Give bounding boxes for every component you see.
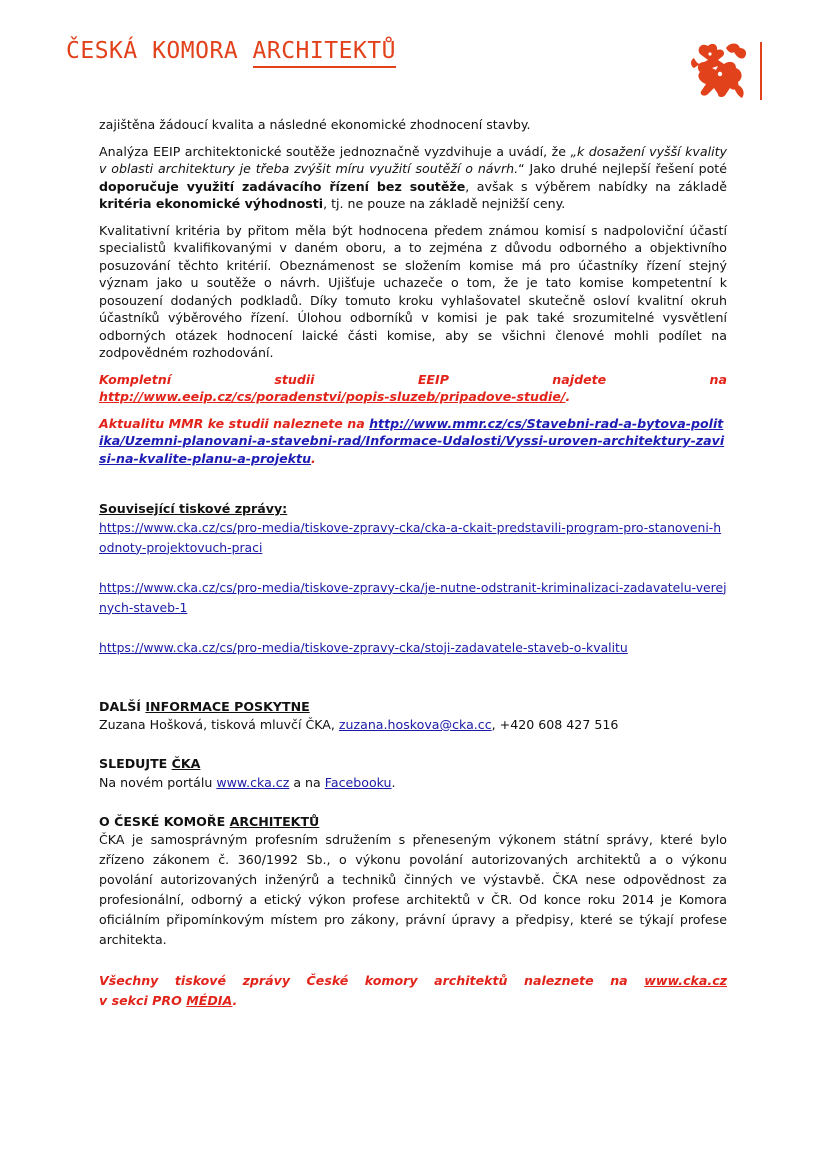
about-heading [99,813,727,831]
brand-title [66,38,396,64]
mmr-notice-end: . [311,450,316,466]
spacer [99,558,727,578]
spacer [99,476,727,500]
follow-heading-a: SLEDUJTE [99,756,172,771]
paragraph-2 [99,143,727,213]
website-link[interactable]: www.cka.cz [216,774,290,790]
about-heading-a: O ČESKÉ KOMOŘE [99,813,230,829]
related-heading: Související tiskové zprávy: [99,501,288,516]
related-link-1[interactable]: https://www.cka.cz/cs/pro-media/tiskove-zpravy-cka/cka-a-ckait-predstavili-program-pro-stanoveni-hodnoty-projektovuch-praci [99,519,722,555]
press-phone: , +420 608 427 516 [491,717,619,732]
spacer [99,959,727,971]
eeip-notice-end: . [565,389,571,404]
info-heading-b: INFORMACE POSKYTNE [145,698,310,714]
related-link-2[interactable]: https://www.cka.cz/cs/pro-media/tiskove-zpravy-cka/je-nutne-odstranit-kriminalizaci-zadavatelu-verejnych-staveb-1 [99,579,727,615]
paragraph-2-text-c: , avšak s výběrem nabídky na základě [465,178,728,194]
mmr-article-link[interactable]: http://www.mmr.cz/cs/Stavebni-rad-a-bytova-politika/Uzemni-planovani-a-stavebni-rad/Informace-Udalosti/Vyssi-uroven-architektury-zavisi-na-kvalite-planu-a-projektu [99,415,725,466]
paragraph-2-text-b: “ Jako druhé nejlepší řešení poté [518,161,727,176]
eeip-notice-text: Kompletní studii EEIP najdete na [99,371,727,387]
paragraph-2-text-a: Analýza EEIP architektonické soutěže jednoznačně vyzdvihuje a uvádí, že [99,143,571,159]
eeip-notice [99,371,727,406]
press-email-link[interactable]: zuzana.hoskova@cka.cc [338,717,492,732]
heraldic-lion-icon [690,40,750,102]
header-divider [760,42,762,100]
paragraph-2-bold-1: doporučuje využití zadávacího řízení bez soutěže [99,178,466,194]
follow-text [99,773,727,793]
mmr-notice [99,415,727,468]
info-heading-a: DALŠÍ [99,698,146,714]
paragraph-3: Kvalitativní kritéria by přitom měla být hodnocena předem známou komisí s nadpoloviční účastí specialistů kvalifikovanými v daném oboru, a to zejména z důvodu odborného a objektivního posuzování těchto kritérií. Obeznámenost se složením komise má pro účastníky řízení stejný význam jako u soutěže o návrh. Ujišťuje uchazeče o tom, že je tato komise kompetentní k posouzení dodaných podkladů. Díky tomuto kroku vyhlašovatel skutečně osloví kvalitní okruh účastníků výběrového řízení. Úlohou odborníků v komisi je pak také srozumitelné vysvětlení odborných otázek hodnocení laické části komise, aby se všichni členové mohli podílet na zodpovědném rozhodování. [99,222,727,360]
spacer [99,618,727,638]
spacer [99,735,727,755]
follow-heading-b: ČKA [171,756,201,771]
footer-notice [99,971,727,1011]
brand-title-part1: ČESKÁ KOMORA [66,38,253,64]
page-header [0,0,826,110]
related-links [99,518,727,658]
follow-heading [99,755,727,773]
document-body [99,116,727,1020]
paragraph-2-quote: „k dosažení vyšší kvality v oblasti architektury je třeba zvýšit míru využití soutěží o návrh. [99,143,727,176]
related-link-3[interactable]: https://www.cka.cz/cs/pro-media/tiskove-zpravy-cka/stoji-zadavatele-staveb-o-kvalitu [99,639,628,655]
footer-notice-line-1 [99,971,727,991]
eeip-study-link[interactable]: http://www.eeip.cz/cs/poradenstvi/popis-sluzeb/pripadove-studie/ [99,389,566,404]
spacer [99,793,727,813]
info-contact-text: Zuzana Hošková, tisková mluvčí ČKA, [99,717,339,732]
spacer [99,658,727,698]
paragraph-2-text-d: , tj. ne pouze na základě nejnižší ceny. [323,196,566,211]
media-section-link[interactable]: MÉDIA [186,993,233,1008]
paragraph-2-bold-2: kritéria ekonomické výhodnosti [99,196,324,211]
follow-text-end: . [391,774,396,790]
footer-notice-text: Všechny tiskové zprávy České komory architektů naleznete na [99,973,645,988]
follow-text-b: a na [289,774,325,790]
about-heading-b: ARCHITEKTŮ [229,813,320,829]
info-heading [99,698,727,716]
mmr-notice-text: Aktualitu MMR ke studii naleznete na [99,415,370,431]
info-contact [99,715,727,735]
about-text: ČKA je samosprávným profesním sdružením s přeneseným výkonem státní správy, které bylo zřízeno zákonem č. 360/1992 Sb., o výkonu povolání autorizovaných architektů a o výkonu povolání autorizovaných inženýrů a techniků činných ve výstavbě. ČKA nese odpovědnost za profesionální, odborný a etický výkon profese architektů v ČR. Od konce roku 2014 je Komora oficiálním připomínkovým místem pro zákony, právní úpravy a předpisy, které se týkají profese architekta. [99,832,727,947]
footer-notice-text-2: v sekci PRO [99,993,187,1008]
paragraph-1: zajištěna žádoucí kvalita a následné ekonomické zhodnocení stavby. [99,117,531,132]
footer-website-link[interactable]: www.cka.cz [644,973,727,988]
facebook-link[interactable]: Facebooku [324,774,392,790]
follow-text-a: Na novém portálu [99,774,217,790]
brand-title-part2: ARCHITEKTŮ [253,38,396,68]
footer-notice-end: . [232,993,238,1008]
